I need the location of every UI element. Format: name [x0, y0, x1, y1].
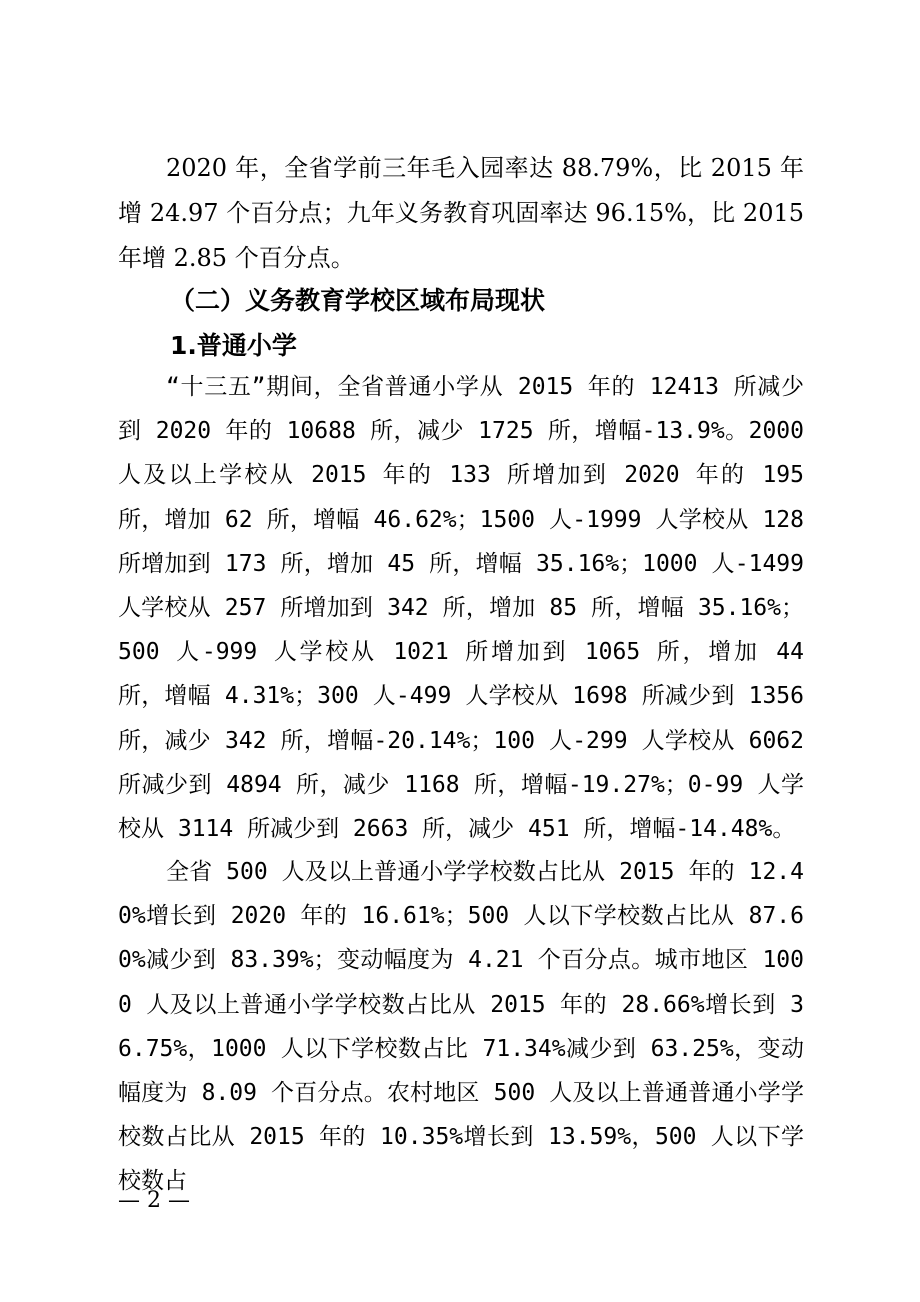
paragraph-primary-school-counts: “十三五”期间，全省普通小学从 2015 年的 12413 所减少到 2020 年的 10688 所，减少 1725 所，增幅-13.9%。2000 人及以上学校从 2015 年的 133 所增加到 2020 年的 195 所，增加 62 所，增幅 46.62%；1500 人-1999 人学校从 128 所增加到 173 所，增加 45 所，增幅 35.16%；1000 人-1499 人学校从 257 所增加到 342 所，增加 85 所，增幅 35.16%；500 人-999 人学校从 1021 所增加到 1065 所，增加 44 所，增幅 4.31%；300 人-499 人学校从 1698 所减少到 1356 所，减少 342 所，增幅-20.14%；100 人-299 人学校从 6062 所减少到 4894 所，减少 1168 所，增幅-19.27%；0-99 人学校从 3114 所减少到 2663 所，减少 451 所，增幅-14.48%。 — [118, 374, 804, 843]
section-heading: （二）义务教育学校区域布局现状 — [170, 286, 546, 315]
paragraph-school-size-share: 全省 500 人及以上普通小学学校数占比从 2015 年的 12.40%增长到 2020 年的 16.61%；500 人以下学校数占比从 87.60%减少到 83.39%；变动幅度为 4.21 个百分点。城市地区 1000 人及以上普通小学学校数占比从 2015 年的 28.66%增长到 36.75%，1000 人以下学校数占比 71.34%减少到 63.25%，变动幅度为 8.09 个百分点。农村地区 500 人及以上普通普通小学学校数占比从 2015 年的 10.35%增长到 13.59%，500 人以下学校数占 — [118, 859, 804, 1195]
subsection-heading: 1.普通小学 — [170, 331, 297, 360]
page-number: — 2 — — [118, 1188, 190, 1213]
paragraph-preschool-enrollment: 2020 年，全省学前三年毛入园率达 88.79%，比 2015 年增 24.97 个百分点；九年义务教育巩固率达 96.15%，比 2015 年增 2.85 个百分点。 — [118, 154, 804, 272]
